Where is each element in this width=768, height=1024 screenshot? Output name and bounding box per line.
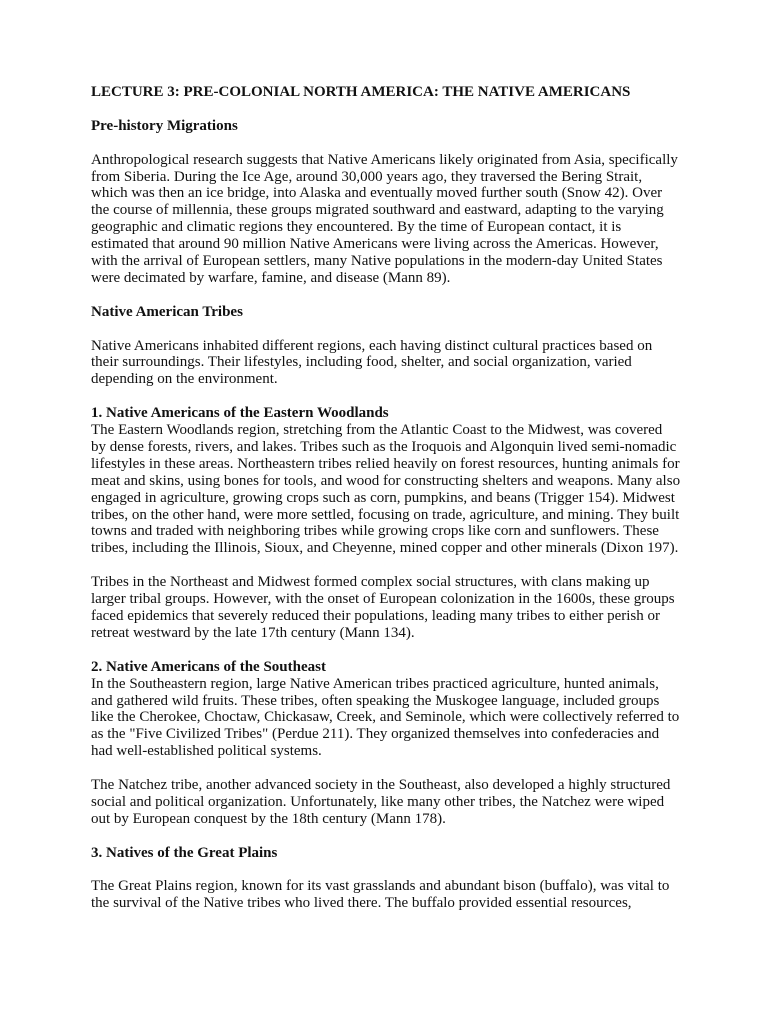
paragraph-southeast-2: The Natchez tribe, another advanced society in the Southeast, also developed a highly structured social and political organization. Unfortunately, like many other tribes, the Natchez were wiped out by European conquest by the 18th century (Mann 178). xyxy=(91,777,671,827)
section-heading-tribes: Native American Tribes xyxy=(91,303,243,320)
paragraph-southeast-1: In the Southeastern region, large Native American tribes practiced agriculture, hunted animals, and gathered wild fruits. These tribes, often speaking the Muskogee language, included groups like the Cherokee, Choctaw, Chickasaw, Creek, and Seminole, which were collectively referred to as the "Five Civilized Tribes" (Perdue 211). They organized themselves into confederacies and had well-established political systems. xyxy=(91,675,680,760)
section-heading-southeast: 2. Native Americans of the Southeast xyxy=(91,658,326,675)
section-heading-eastern-woodlands: 1. Native Americans of the Eastern Woodlands xyxy=(91,405,389,422)
document-page xyxy=(91,84,681,929)
paragraph-eastern-woodlands-2: Tribes in the Northeast and Midwest formed complex social structures, with clans making up larger tribal groups. However, with the onset of European colonization in the 1600s, these groups faced epidemics that severely reduced their populations, leading many tribes to either perish or retreat westward by the late 17th century (Mann 134). xyxy=(91,574,675,641)
section-heading-great-plains: 3. Natives of the Great Plains xyxy=(91,844,278,861)
paragraph-tribes-1: Native Americans inhabited different regions, each having distinct cultural practices based on their surroundings. Their lifestyles, including food, shelter, and social organization, varied depending on the environment. xyxy=(91,337,653,388)
document-title: LECTURE 3: PRE-COLONIAL NORTH AMERICA: THE NATIVE AMERICANS xyxy=(91,84,631,100)
paragraph-eastern-woodlands-1: The Eastern Woodlands region, stretching from the Atlantic Coast to the Midwest, was covered by dense forests, rivers, and lakes. Tribes such as the Iroquois and Algonquin lived semi-nomadic lifestyles in these areas. Northeastern tribes relied heavily on forest resources, hunting animals for meat and skins, using bones for tools, and wood for constructing shelters and weapons. Many also engaged in agriculture, growing crops such as corn, pumpkins, and beans (Trigger 154). Midwest tribes, on the other hand, were more settled, focusing on trade, agriculture, and mining. They built towns and traded with neighboring tribes while growing crops like corn and sunflowers. These tribes, including the Illinois, Sioux, and Cheyenne, mined copper and other minerals (Dixon 197). xyxy=(91,422,681,557)
paragraph-prehistory-1: Anthropological research suggests that Native Americans likely originated from Asia, specifically from Siberia. During the Ice Age, around 30,000 years ago, they traversed the Bering Strait, which was then an ice bridge, into Alaska and eventually moved further south (Snow 42). Over the course of millennia, these groups migrated southward and eastward, adapting to the varying geographic and climatic regions they encountered. By the time of European contact, it is estimated that around 90 million Native Americans were living across the Americas. However, with the arrival of European settlers, many Native populations in the modern-day United States were decimated by warfare, famine, and disease (Mann 89). xyxy=(91,151,678,286)
paragraph-great-plains-1: The Great Plains region, known for its vast grasslands and abundant bison (buffalo), was vital to the survival of the Native tribes who lived there. The buffalo provided essential resources, xyxy=(91,878,670,912)
section-heading-prehistory: Pre-history Migrations xyxy=(91,117,238,134)
